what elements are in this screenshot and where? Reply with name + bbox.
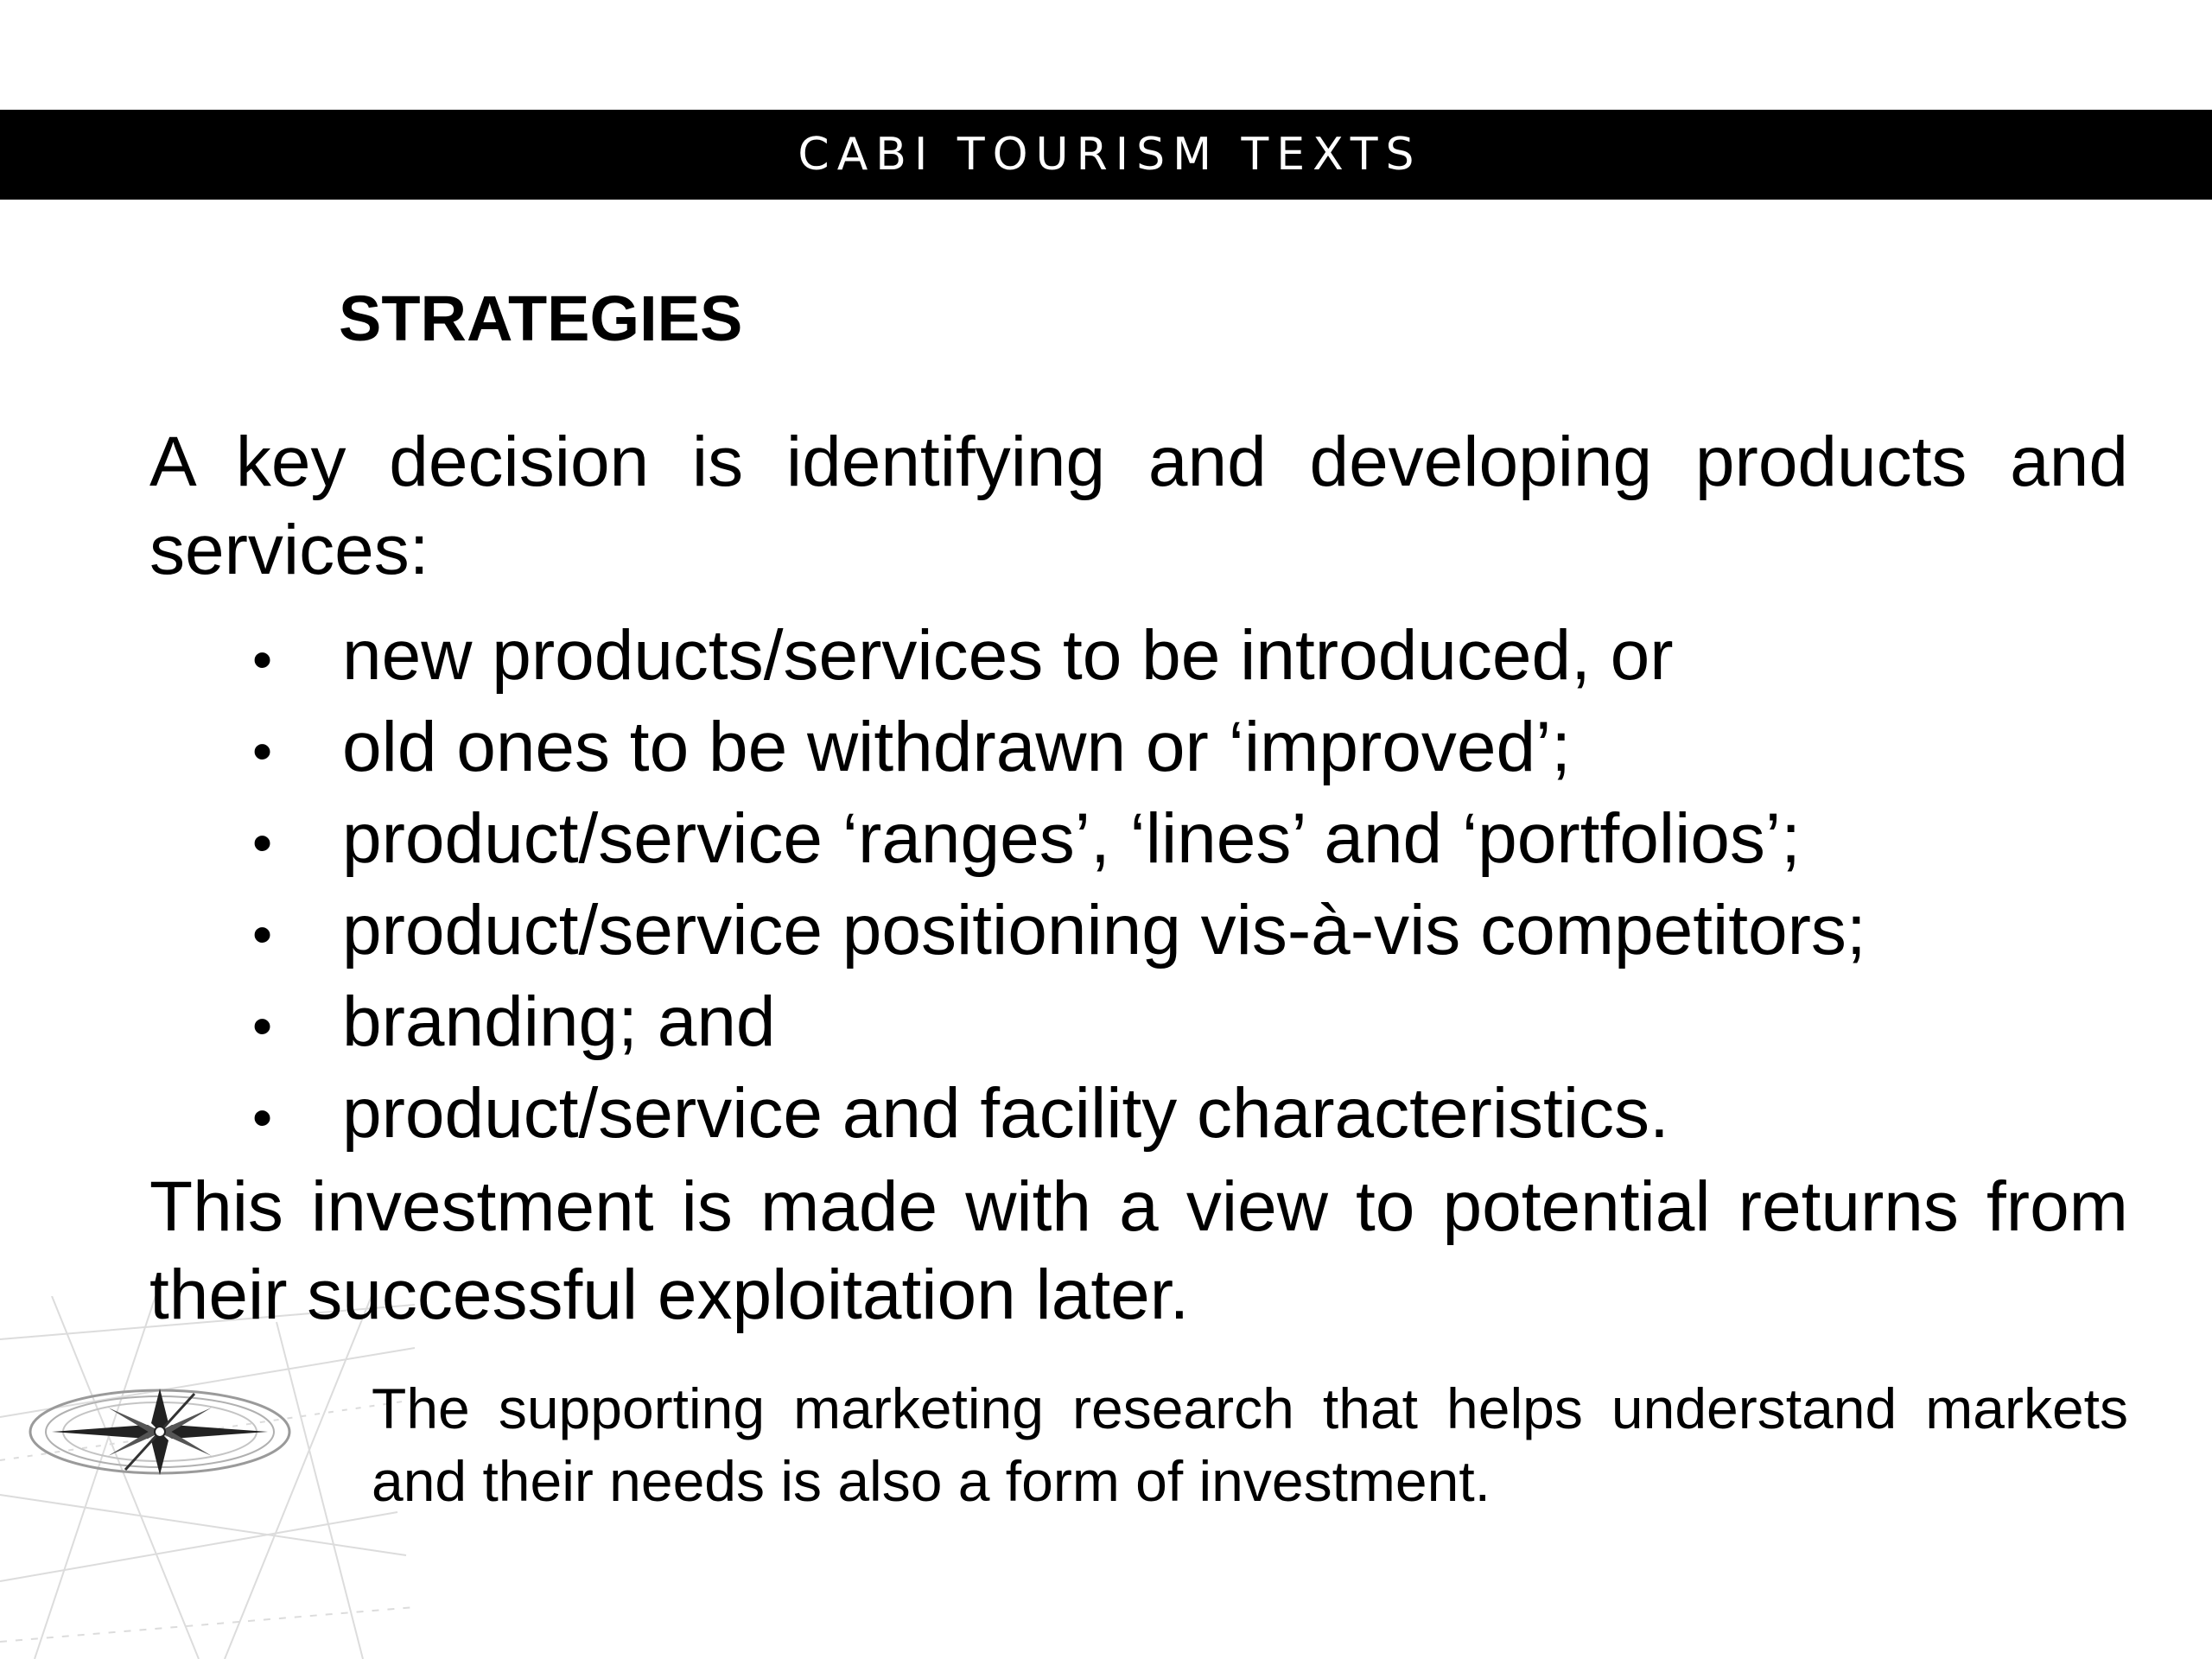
bullet-text: branding; and [342,982,776,1061]
bullet-list [252,612,1866,1161]
header-title: CABI TOURISM TEXTS [798,129,1422,181]
header-band [0,110,2212,200]
bullet-text: product/service ‘ranges’, ‘lines’ and ‘portfolios’; [342,799,1801,878]
bullet-item [252,795,1866,887]
bullet-item [252,1070,1866,1161]
bullet-text: old ones to be withdrawn or ‘improved’; [342,708,1572,786]
footnote-paragraph: The supporting marketing research that helps understand markets and their needs is also a form of investment. [372,1376,2128,1513]
outro-paragraph: This investment is made with a view to potential returns from their successful exploitation later. [149,1167,2128,1334]
bullet-icon: • [252,994,273,1058]
bullet-text: product/service and facility characteristics. [342,1074,1669,1153]
bullet-text: new products/services to be introduced, or [342,616,1674,695]
bullet-item [252,703,1866,795]
bullet-text: product/service positioning vis-à-vis competitors; [342,891,1866,969]
bullet-item [252,978,1866,1070]
bullet-icon: • [252,902,273,966]
intro-paragraph: A key decision is identifying and developing products and services: [149,423,2128,589]
bullet-icon: • [252,627,273,691]
bullet-item [252,887,1866,978]
slide-heading: STRATEGIES [339,283,743,354]
bullet-item [252,612,1866,703]
bullet-icon: • [252,719,273,783]
compass-rose-icon [0,1296,415,1659]
bullet-icon: • [252,1085,273,1149]
bullet-icon: • [252,810,273,874]
